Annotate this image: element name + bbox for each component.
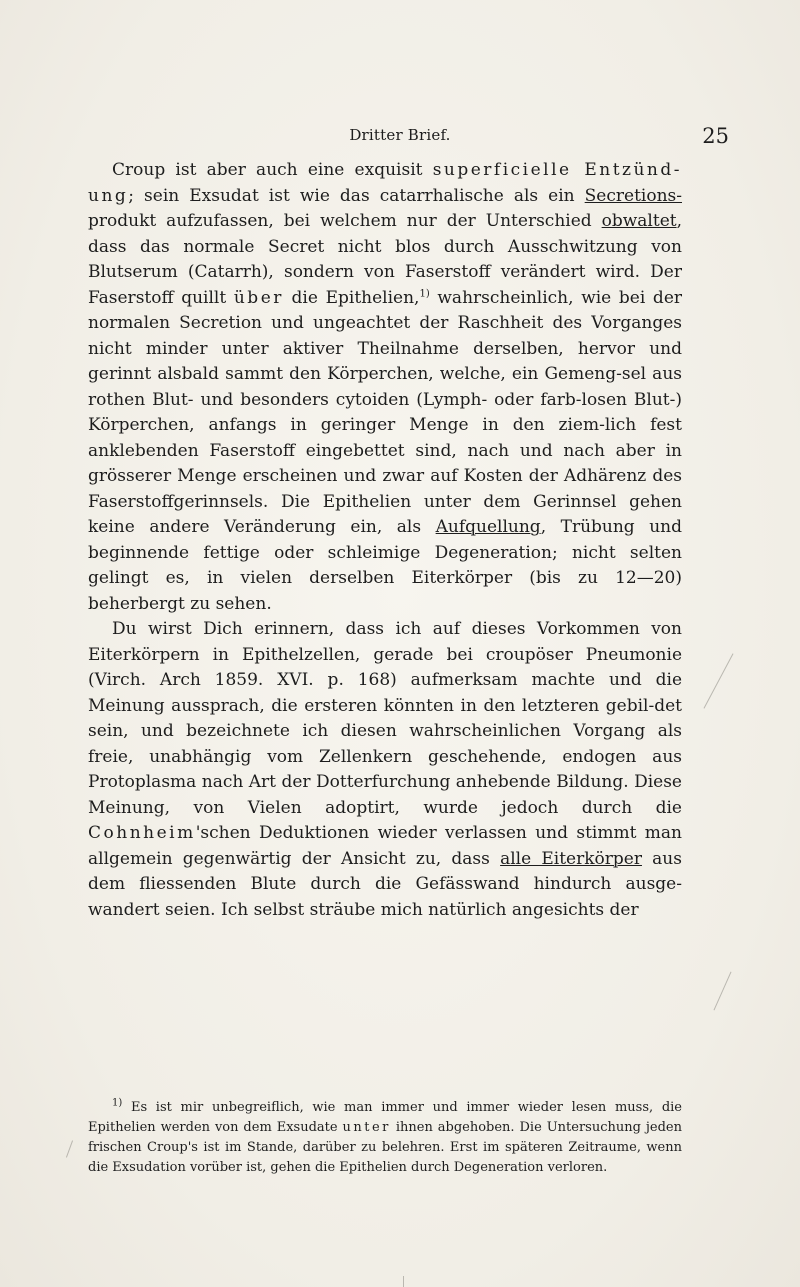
spaced-term: unter — [342, 1120, 391, 1135]
pencil-mark — [714, 972, 732, 1011]
pencil-mark — [403, 1276, 404, 1287]
footnote-1: $^{1)}$ Es ist mir unbegreiflich, wie man immer und immer wieder lesen muss, die Epithelien werden von dem Exsudate unter ihnen abgehoben. Die Untersuchung jeden frischen Croup's ist im Stande, darüber zu belehren. Erst im späteren Zeitraume, wenn die Exsudation vorüber ist, gehen die Epithelien durch Degeneration verloren. — [88, 1097, 682, 1175]
underlined-term: Aufquellung — [435, 517, 541, 537]
main-text — [88, 158, 682, 923]
spaced-term: superficielle Entzünd-ung — [88, 160, 683, 206]
spaced-term: über — [233, 287, 284, 308]
underlined-term: obwaltet — [601, 211, 677, 231]
underlined-term: alle Eiterkörper — [500, 848, 642, 869]
running-title: Dritter Brief. — [349, 126, 451, 144]
paragraph-2: Du wirst Dich erinnern, dass ich auf dieses Vorkommen von Eiterkörpern in Epithelzellen, gerade bei croupöser Pneumonie (Virch. Arch 1859. XVI. p. 168) aufmerksam machte und die Meinung aussprach, die ersteren könnten in den letzteren gebil-det sein, und bezeichnete ich diesen wahrscheinlichen Vorgang als freie, unabhängig vom Zellenkern geschehende, endogen aus Protoplasma nach Art der Dotterfurchung anhebende Bildung. Diese Meinung, von Vielen adoptirt, wurde jedoch durch die Cohnheim'schen Deduktionen wieder verlassen und stimmt man allgemein gegenwärtig der Ansicht zu, dass alle Eiterkörper aus dem fliessenden Blute durch die Gefässwand hindurch ausge-wandert seien. Ich selbst sträube mich natürlich angesichts der — [88, 619, 682, 920]
footnote-marker: 1) — [112, 1097, 123, 1109]
page-number: 25 — [702, 124, 729, 148]
spaced-name: Cohnheim — [88, 823, 196, 843]
page-header — [60, 124, 740, 150]
footnotes — [88, 1098, 682, 1178]
pencil-mark — [66, 1140, 73, 1157]
pencil-mark — [704, 653, 734, 708]
paragraph-1: Croup ist aber auch eine exquisit superficielle Entzünd-ung; sein Exsudat ist wie das catarrhalische als ein Secretions-produkt aufzufassen, bei welchem nur der Unterschied obwaltet, dass das normale Secret nicht blos durch Ausschwitzung von Blutserum (Catarrh), sondern von Faserstoff verändert wird. Der Faserstoff quillt über die Epithelien,$^{1)}$ wahrscheinlich, wie bei der normalen Secretion und ungeachtet der Raschheit des Vorganges nicht minder unter aktiver Theilnahme derselben, hervor und gerinnt alsbald sammt den Körperchen, welche, ein Gemeng-sel aus rothen Blut- und besonders cytoiden (Lymph- oder farb-losen Blut-) Körperchen, anfangs in geringer Menge in den ziem-lich fest anklebenden Faserstoff eingebettet sind, nach und nach aber in grösserer Menge erscheinen und zwar auf Kosten der Adhärenz des Faserstoffgerinnsels. Die Epithelien unter dem Gerinnsel gehen keine andere Veränderung ein, als Aufquellung, Trübung und beginnende fettige oder schleimige Degeneration; nicht selten gelingt es, in vielen derselben Eiterkörper (bis zu 12—20) beherbergt zu sehen. — [88, 160, 683, 614]
footnote-reference: 1) — [419, 287, 430, 299]
underlined-term: Secretions- — [584, 185, 682, 206]
